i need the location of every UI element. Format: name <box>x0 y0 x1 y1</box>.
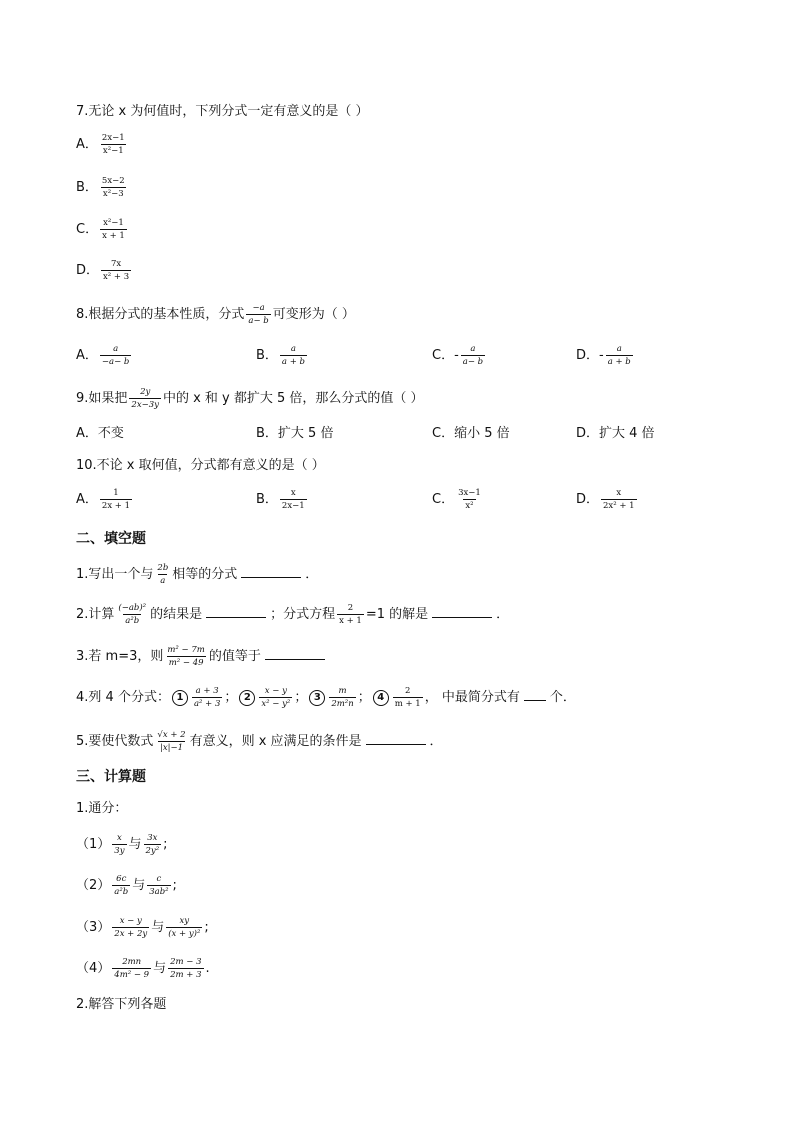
stem-text: 1.写出一个与 <box>76 567 154 582</box>
separator: ； <box>357 690 371 705</box>
q9-option-c[interactable]: C．缩小 5 倍 <box>432 426 510 441</box>
numerator: 2 <box>347 603 354 613</box>
option-label: C． <box>76 222 99 237</box>
numerator: a <box>290 344 296 354</box>
denominator: 2x + 2y <box>114 929 148 939</box>
fill-question-2 <box>76 603 509 626</box>
q8-option-c[interactable] <box>432 344 487 367</box>
separator: ； <box>294 690 308 705</box>
stem-text: 中的 x 和 y 都扩大 5 倍，那么分式的值（ ） <box>162 391 424 406</box>
calc-question-2: 2.解答下列各题 <box>76 997 167 1012</box>
stem-text: 相等的分式 <box>172 567 238 582</box>
denominator: 2y² <box>145 846 160 856</box>
stem-text: ; <box>163 837 168 852</box>
stem-text: . <box>205 961 210 976</box>
denominator: a²b <box>125 616 140 626</box>
numerator: x − y <box>264 686 287 696</box>
denominator: x²−1 <box>102 146 124 156</box>
numerator: x <box>116 833 122 843</box>
q8-option-b[interactable] <box>256 344 309 367</box>
q7-stem: 7.无论 x 为何值时，下列分式一定有意义的是（ ） <box>76 104 369 119</box>
denominator: a <box>160 576 166 586</box>
numerator: 1 <box>113 488 119 498</box>
denominator: (x + y)² <box>168 929 201 939</box>
stem-text: ， 中最简分式有 <box>424 690 520 705</box>
calc-item-1 <box>76 833 168 856</box>
numerator: 7x <box>110 259 122 269</box>
stem-text: ． <box>496 607 510 622</box>
option-label: B． <box>256 348 278 363</box>
denominator: m² − 49 <box>168 658 204 668</box>
numerator: 3x−1 <box>458 488 481 498</box>
stem-text: 的结果是 <box>150 607 203 622</box>
answer-blank[interactable] <box>241 565 301 578</box>
numerator: a + 3 <box>195 686 219 696</box>
fill-question-1 <box>76 563 318 586</box>
numerator: xy <box>179 916 190 926</box>
q9-option-a[interactable]: A．不变 <box>76 426 124 441</box>
denominator: a²b <box>114 887 129 897</box>
numerator: 2y <box>140 387 151 397</box>
numerator: (−ab)² <box>118 603 147 613</box>
stem-text: 有意义，则 x 应满足的条件是 <box>189 734 362 749</box>
numerator: a <box>113 344 119 354</box>
item-label: （3） <box>76 920 111 935</box>
stem-text: 9.如果把 <box>76 391 128 406</box>
fill-question-3 <box>76 645 329 668</box>
denominator: x + 1 <box>339 616 362 626</box>
calc-question-1: 1.通分： <box>76 801 128 816</box>
item-label: （1） <box>76 837 111 852</box>
numerator: a <box>470 344 476 354</box>
numerator: m² − 7m <box>167 645 205 655</box>
numerator: x <box>290 488 296 498</box>
stem-text: 与 <box>151 920 165 935</box>
calc-item-4 <box>76 957 210 980</box>
answer-blank[interactable] <box>206 605 266 618</box>
answer-blank[interactable] <box>366 732 426 745</box>
stem-text: ; <box>204 920 209 935</box>
answer-blank[interactable] <box>524 688 546 701</box>
q10-option-a[interactable] <box>76 488 134 511</box>
denominator: 4m² − 9 <box>114 970 150 980</box>
calc-item-2 <box>76 874 177 897</box>
stem-text: 与 <box>132 878 146 893</box>
denominator: 2x−1 <box>281 501 305 511</box>
denominator: a + b <box>281 357 305 367</box>
q10-stem: 10.不论 x 取何值，分式都有意义的是（ ） <box>76 458 325 473</box>
numerator: 2x−1 <box>101 133 125 143</box>
stem-text: 与 <box>153 961 167 976</box>
denominator: 3ab² <box>149 887 169 897</box>
numerator: x <box>616 488 622 498</box>
separator: ； <box>224 690 238 705</box>
option-label: A． <box>76 137 98 152</box>
denominator: x² + 3 <box>103 272 130 282</box>
answer-blank[interactable] <box>432 605 492 618</box>
q10-option-c[interactable] <box>432 488 485 511</box>
q7-option-a[interactable] <box>76 133 129 156</box>
stem-text: 与 <box>128 837 142 852</box>
numerator: x²−1 <box>103 218 124 228</box>
circled-number-icon: 1 <box>172 690 188 706</box>
denominator: x²−3 <box>102 189 124 199</box>
q9-option-d[interactable]: D．扩大 4 倍 <box>576 426 655 441</box>
denominator: a− b <box>462 357 484 367</box>
stem-text: 4.列 4 个分式： <box>76 690 170 705</box>
numerator: m <box>338 686 347 696</box>
answer-blank[interactable] <box>265 647 325 660</box>
option-label: D． <box>76 263 100 278</box>
denominator: |x|−1 <box>159 743 184 753</box>
numerator: −a <box>252 303 265 313</box>
denominator: 2x² + 1 <box>603 501 635 511</box>
option-label: A． <box>76 492 98 507</box>
denominator: a− b <box>248 316 269 326</box>
stem-text: ． <box>429 734 443 749</box>
stem-text: 3.若 m=3，则 <box>76 649 164 664</box>
numerator: x − y <box>119 916 142 926</box>
stem-text: 2.计算 <box>76 607 115 622</box>
q9-option-b[interactable]: B．扩大 5 倍 <box>256 426 334 441</box>
q7-option-b[interactable] <box>76 176 129 199</box>
circled-number-icon: 2 <box>239 690 255 706</box>
q8-option-d[interactable] <box>576 344 635 367</box>
numerator: c <box>156 874 162 884</box>
denominator: 2x + 1 <box>101 501 131 511</box>
option-label: D． <box>576 492 600 507</box>
denominator: 3y <box>114 846 125 856</box>
item-label: （4） <box>76 961 111 976</box>
q7-option-d[interactable] <box>76 259 133 282</box>
option-label: B． <box>256 492 278 507</box>
numerator: √x + 2 <box>157 730 186 740</box>
denominator: a² + 3 <box>193 699 221 709</box>
option-label: C． <box>432 492 455 507</box>
denominator: x² − y² <box>261 699 291 709</box>
denominator: 2m + 3 <box>170 970 202 980</box>
numerator: 2 <box>405 686 411 696</box>
numerator: 2b <box>157 563 169 573</box>
option-label: C．- <box>432 348 459 363</box>
stem-text: ; <box>172 878 177 893</box>
calc-item-3 <box>76 916 209 939</box>
q8-stem <box>76 303 355 326</box>
circled-number-icon: 3 <box>309 690 325 706</box>
numerator: 2m − 3 <box>170 957 202 967</box>
numerator: 2mn <box>122 957 142 967</box>
item-label: （2） <box>76 878 111 893</box>
section-title-fill-in: 二、填空题 <box>76 531 146 547</box>
q8-option-a[interactable] <box>76 344 133 367</box>
stem-text: =1 的解是 <box>365 607 429 622</box>
circled-number-icon: 4 <box>373 690 389 706</box>
fill-question-5 <box>76 730 443 753</box>
stem-text: 8.根据分式的基本性质，分式 <box>76 307 245 322</box>
stem-text: 可变形为（ ） <box>272 307 355 322</box>
stem-text: ；分式方程 <box>270 607 336 622</box>
numerator: 3x <box>147 833 158 843</box>
option-label: B． <box>76 180 98 195</box>
option-label: A． <box>76 348 98 363</box>
denominator: x² <box>465 501 474 511</box>
q10-option-d[interactable] <box>576 488 639 511</box>
option-label: D．- <box>576 348 604 363</box>
fill-question-4 <box>76 686 576 709</box>
denominator: x + 1 <box>102 231 125 241</box>
denominator: a + b <box>607 357 631 367</box>
q9-stem <box>76 387 424 410</box>
stem-text: 的值等于 <box>208 649 261 664</box>
denominator: 2m²n <box>331 699 354 709</box>
numerator: 5x−2 <box>101 176 125 186</box>
stem-text: ． <box>305 567 319 582</box>
q7-option-c[interactable] <box>76 218 129 241</box>
denominator: 2x−3y <box>131 400 159 410</box>
numerator: 6c <box>116 874 127 884</box>
stem-text: 5.要使代数式 <box>76 734 154 749</box>
numerator: a <box>616 344 622 354</box>
denominator: −a− b <box>101 357 130 367</box>
stem-text: 个． <box>549 690 576 705</box>
q10-option-b[interactable] <box>256 488 309 511</box>
section-title-calculation: 三、计算题 <box>76 769 146 785</box>
denominator: m + 1 <box>394 699 421 709</box>
